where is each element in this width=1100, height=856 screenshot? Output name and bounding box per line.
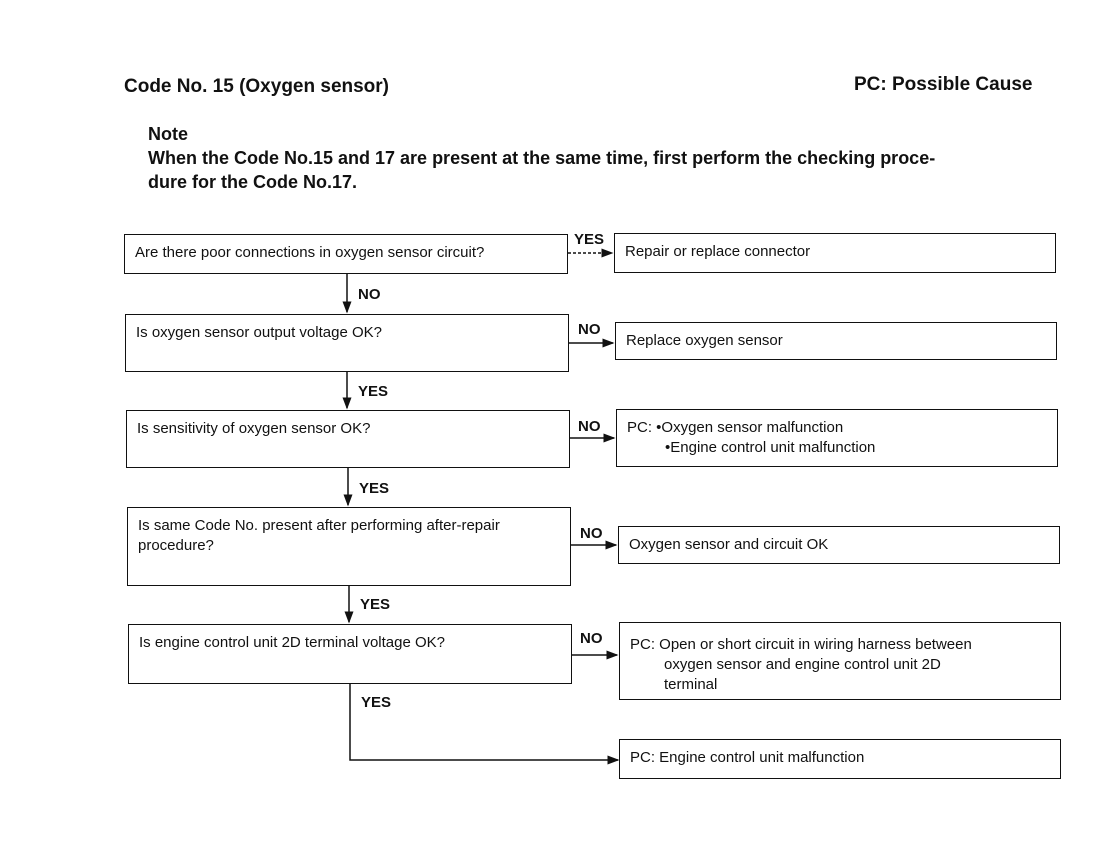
result-text-5-line-1: PC: Open or short circuit in wiring harness between <box>630 636 972 653</box>
result-text-3-line-2: •Engine control unit malfunction <box>665 439 876 456</box>
result-box-4 <box>618 526 1060 564</box>
question-box-1 <box>124 234 568 274</box>
down-label-3: YES <box>359 480 390 497</box>
down-label-4: YES <box>360 596 391 613</box>
note-line-2: dure for the Code No.17. <box>148 172 358 192</box>
final-result-text: PC: Engine control unit malfunction <box>630 749 865 766</box>
question-text-2: Is oxygen sensor output voltage OK? <box>136 324 382 341</box>
question-box-4 <box>127 507 571 586</box>
branch-label-1: YES <box>574 231 605 248</box>
result-box-2 <box>615 322 1057 360</box>
final-result-box <box>619 739 1061 779</box>
branch-label-4: NO <box>580 525 603 542</box>
question-text-1: Are there poor connections in oxygen sensor circuit? <box>135 244 485 261</box>
down-label-5: YES <box>361 694 392 711</box>
branch-label-3: NO <box>578 418 601 435</box>
result-box-1 <box>614 233 1056 273</box>
question-box-3 <box>126 410 570 468</box>
note-line-1: When the Code No.15 and 17 are present at the same time, first perform the checking proce- <box>148 148 936 168</box>
question-box-2 <box>125 314 569 372</box>
branch-label-5: NO <box>580 630 603 647</box>
result-box-3 <box>616 409 1058 467</box>
result-box-5 <box>619 622 1061 700</box>
result-text-3-line-1: PC: •Oxygen sensor malfunction <box>627 419 844 436</box>
down-label-2: YES <box>358 383 389 400</box>
note-title: Note <box>148 124 188 144</box>
code-title: Code No. 15 (Oxygen sensor) <box>124 76 390 97</box>
question-box-5 <box>128 624 572 684</box>
question-text-3: Is sensitivity of oxygen sensor OK? <box>137 420 371 437</box>
result-text-2: Replace oxygen sensor <box>626 332 783 349</box>
down-label-1: NO <box>358 286 381 303</box>
result-text-1: Repair or replace connector <box>625 243 811 260</box>
result-text-4: Oxygen sensor and circuit OK <box>629 536 829 553</box>
question-text-4: Is same Code No. present after performing after-repair procedure? <box>138 517 500 554</box>
result-text-5-line-3: terminal <box>664 676 718 693</box>
pc-legend: PC: Possible Cause <box>854 74 1033 95</box>
result-text-5-line-2: oxygen sensor and engine control unit 2D <box>664 656 941 673</box>
question-text-5: Is engine control unit 2D terminal voltage OK? <box>139 634 445 651</box>
branch-label-2: NO <box>578 321 601 338</box>
